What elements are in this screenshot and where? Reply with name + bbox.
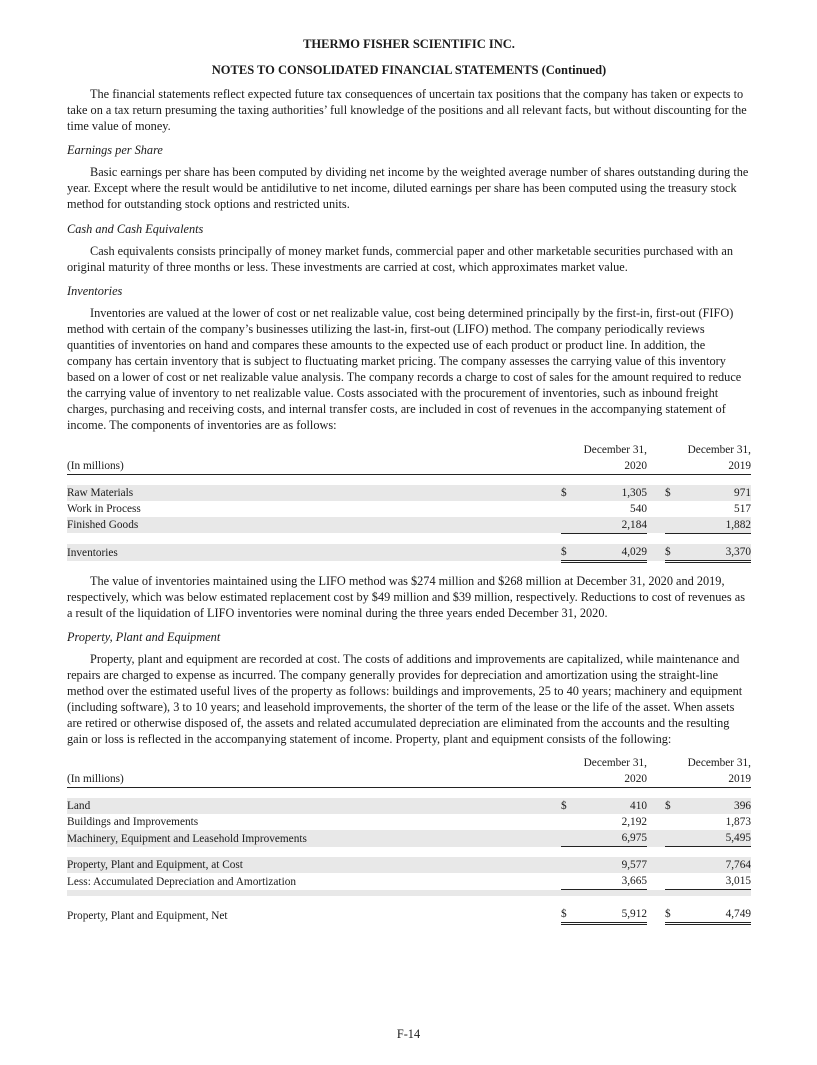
table-subtotal-row: Property, Plant and Equipment, at Cost 9,577 7,764 — [67, 859, 751, 872]
col-2019-header-line1: December 31, — [687, 757, 751, 770]
table-row: Work in Process 540 517 — [67, 502, 751, 515]
table-header-row — [67, 755, 751, 771]
table-row: Buildings and Improvements 2,192 1,873 — [67, 816, 751, 829]
table-row: Land $ 410 $ 396 — [67, 800, 751, 813]
table-header-row — [67, 458, 751, 475]
inventories-heading: Inventories — [67, 283, 123, 298]
table-row: Machinery, Equipment and Leasehold Improvements 6,975 5,495 — [67, 832, 751, 845]
col-2019-header-line2: 2019 — [677, 771, 751, 788]
document-page — [67, 36, 751, 935]
table-header-row — [67, 771, 751, 788]
cash-heading: Cash and Cash Equivalents — [67, 221, 204, 236]
col-2019-header-line2: 2019 — [677, 458, 751, 475]
eps-paragraph: Basic earnings per share has been computed by dividing net income by the weighted average number of shares outstanding during the year. Except where the result would be antidilutive to net income, diluted earnings per share has been computed using the treasury stock method for outstanding stock options and restricted units. — [67, 165, 749, 212]
table-row: Raw Materials $ 1,305 $ 971 — [67, 486, 751, 499]
col-2019-header-line1: December 31, — [687, 443, 751, 456]
table-row: Less: Accumulated Depreciation and Amortization 3,665 3,015 — [67, 875, 751, 888]
table-header-row — [67, 442, 751, 458]
col-2020-header-line2: 2020 — [573, 771, 647, 788]
cash-paragraph: Cash equivalents consists principally of money market funds, commercial paper and other marketable securities purchased with an original maturity of three months or less. These investments are carried at cost, which approximates market value. — [67, 243, 733, 274]
inventories-table — [67, 442, 751, 563]
ppe-table — [67, 755, 751, 925]
col-2020-header-line2: 2020 — [573, 458, 647, 475]
table-total-row: Property, Plant and Equipment, Net $ 5,912 $ 4,749 — [67, 908, 751, 922]
section-title: NOTES TO CONSOLIDATED FINANCIAL STATEMENTS (Continued) — [211, 63, 607, 77]
col-2020-header-line1: December 31, — [583, 443, 647, 456]
inventories-paragraph: Inventories are valued at the lower of cost or net realizable value, cost being determined principally by the first-in, first-out (FIFO) method with certain of the company’s businesses utilizing the last-in, first-out (LIFO) method. The company periodically reviews quantities of inventories on hand and compares these amounts to the expected use of each product or product line. In addition, the company has certain inventory that is subject to fluctuating market pricing. The company assesses the carrying value of this inventory based on a lower of cost or net realizable value analysis. The company records a charge to cost of sales for the amount required to reduce the carrying value of inventory to net realizable value. Costs associated with the procurement of inventories, such as inbound freight charges, purchasing and receiving costs, and internal transfer costs, are included in cost of revenues in the accompanying statement of income. The components of inventories are as follows: — [67, 305, 742, 433]
eps-heading: Earnings per Share — [67, 143, 163, 158]
company-name: THERMO FISHER SCIENTIFIC INC. — [303, 37, 515, 51]
unit-label: (In millions) — [67, 458, 561, 475]
unit-label: (In millions) — [67, 771, 561, 788]
lifo-paragraph: The value of inventories maintained using the LIFO method was $274 million and $268 million at December 31, 2020 and 2019, respectively, which was below estimated replacement cost by $49 million and $39 million, respectively. Reductions to cost of revenues as a result of the liquidation of LIFO inventories were nominal during the three years ended December 31, 2020. — [67, 573, 745, 620]
page-number: F-14 — [396, 1027, 421, 1041]
col-2020-header-line1: December 31, — [583, 757, 647, 770]
ppe-heading: Property, Plant and Equipment — [67, 629, 221, 644]
table-row: Finished Goods 2,184 1,882 — [67, 518, 751, 531]
table-total-row: Inventories $ 4,029 $ 3,370 — [67, 545, 751, 559]
intro-paragraph: The financial statements reflect expected future tax consequences of uncertain tax positions that the company has taken or expects to take on a tax return presuming the taxing authorities’ full knowledge of the positions and all relevant facts, but without discounting for the time value of money. — [67, 87, 747, 134]
ppe-paragraph: Property, plant and equipment are recorded at cost. The costs of additions and improvements are capitalized, while maintenance and repairs are charged to expense as incurred. The company generally provides for depreciation and amortization using the straight-line method over the estimated useful lives of the property as follows: buildings and improvements, 25 to 40 years; machinery and equipment (including software), 3 to 10 years; and leasehold improvements, the shorter of the term of the lease or the life of the asset. When assets are retired or otherwise disposed of, the assets and related accumulated depreciation are eliminated from the accounts and the resulting gain or loss is reflected in the accompanying statement of income. Property, plant and equipment consists of the following: — [67, 651, 743, 747]
